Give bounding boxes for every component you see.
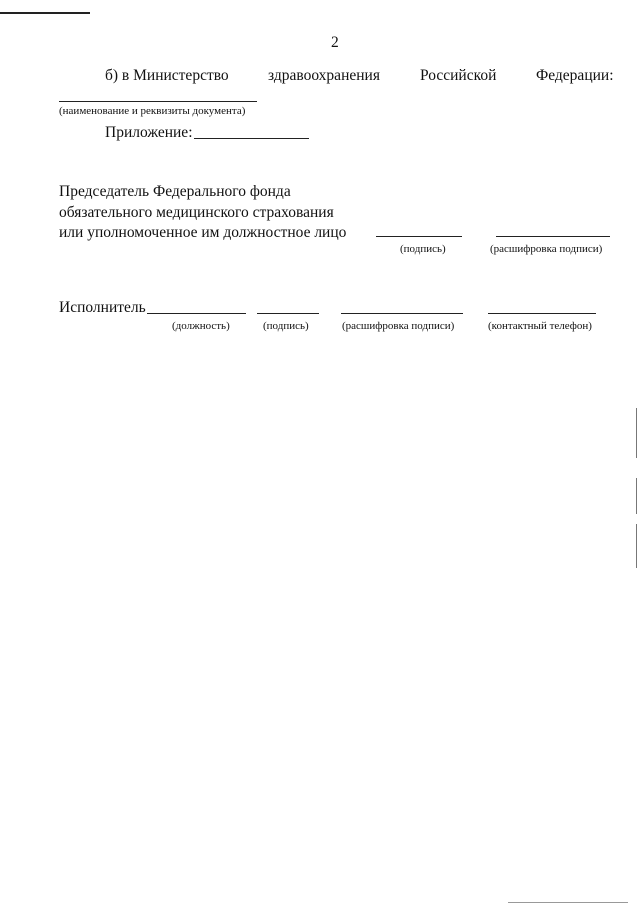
executor-position-blank (147, 313, 246, 314)
executor-decoding-caption: (расшифровка подписи) (342, 320, 455, 332)
recipient-word-2: здравоохранения (268, 67, 380, 84)
chairman-decoding-blank (496, 236, 610, 237)
attachment-label: Приложение: (105, 124, 193, 141)
scan-edge-mark (636, 408, 637, 458)
chairman-signature-blank (376, 236, 462, 237)
executor-phone-blank (488, 313, 596, 314)
chairman-decoding-caption: (расшифровка подписи) (490, 243, 603, 255)
recipient-prefix: б) в Министерство (105, 67, 229, 84)
scan-edge-mark (636, 478, 637, 514)
chairman-line-2: обязательного медицинского страхования (59, 204, 334, 221)
executor-signature-caption: (подпись) (263, 320, 309, 332)
recipient-word-3: Российской (420, 67, 497, 84)
chairman-line-3: или уполномоченное им должностное лицо (59, 224, 347, 241)
recipient-word-4: Федерации: (536, 67, 614, 84)
executor-position-caption: (должность) (172, 320, 230, 332)
chairman-signature-caption: (подпись) (400, 243, 446, 255)
attachment-blank (194, 138, 309, 139)
scan-edge-mark (636, 524, 637, 568)
page-number: 2 (331, 34, 339, 51)
chairman-line-1: Председатель Федерального фонда (59, 183, 291, 200)
document-caption: (наименование и реквизиты документа) (59, 105, 246, 117)
executor-phone-caption: (контактный телефон) (488, 320, 592, 332)
top-border-line (0, 12, 90, 14)
bottom-scan-mark (508, 902, 628, 903)
executor-decoding-blank (341, 313, 463, 314)
executor-signature-blank (257, 313, 319, 314)
document-name-blank (59, 101, 257, 102)
executor-label: Исполнитель (59, 299, 146, 316)
